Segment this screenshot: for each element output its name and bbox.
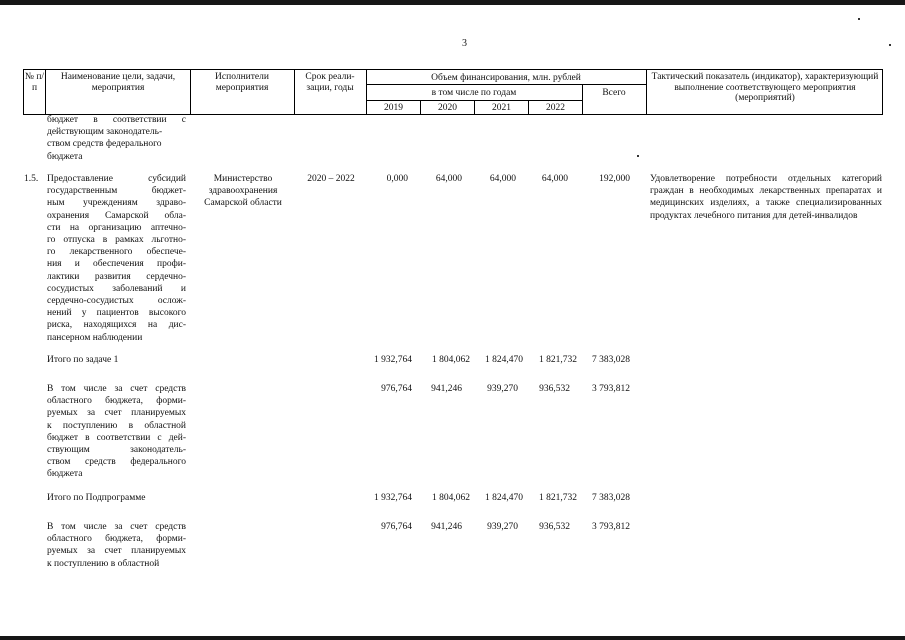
text-line: к поступлению в областной [47, 420, 186, 431]
value-2020: 941,246 [431, 384, 462, 394]
text-line: Предоставление субсидий [47, 174, 186, 184]
text-line: к поступлению в областной [47, 558, 160, 569]
total-subprogramme-label: Итого по Подпрограмме [47, 493, 146, 503]
text-line: сосудистых заболеваний и [47, 283, 186, 294]
text-line: В том числе за счет средств [47, 522, 186, 532]
text-line: охранения Самарской обла- [47, 210, 186, 221]
funding-subheader-line [366, 84, 646, 85]
text-line: ствующим законодатель- [47, 445, 186, 456]
header-funding: Объем финансирования, млн. рублей [431, 73, 581, 83]
text-line: риска, находящихся на дис- [47, 320, 186, 331]
col-divider [45, 69, 46, 115]
text-line: ным учреждениям здраво- [47, 198, 186, 209]
value-total: 3 793,812 [592, 384, 630, 394]
text-line: областного бюджета, форми- [47, 534, 186, 545]
text-line: бюджета [47, 469, 83, 480]
text-line: сти на организацию аптечно- [47, 222, 186, 233]
value-2021: 939,270 [487, 384, 518, 394]
table-right-border [882, 69, 883, 115]
text-line: ния и обеспечения профи- [47, 259, 186, 270]
value-2019: 976,764 [381, 384, 412, 394]
text-line: бюджет в соответствии с [47, 115, 186, 125]
value-2022: 1 821,732 [539, 355, 577, 365]
text-line: действующим законодатель- [47, 127, 163, 138]
scan-speck [889, 44, 891, 46]
value-2022: 936,532 [539, 384, 570, 394]
header-indicator: Тактический показатель (индикатор), характеризующий выполнение соответствующего мероприятия (мероприятий) [651, 72, 879, 103]
total-task-label: Итого по задаче 1 [47, 355, 119, 365]
row-number: 1.5. [24, 174, 39, 184]
value-2019: 1 932,764 [374, 493, 412, 503]
text-line: пансерном наблюдении [47, 332, 143, 343]
text-line: руемых за счет планируемых [47, 546, 186, 557]
value-2019: 1 932,764 [374, 355, 412, 365]
text-line: В том числе за счет средств [47, 384, 186, 394]
text-line: Удовлетворение потребности отдельных категорий [650, 174, 882, 184]
carry-over-text [47, 114, 186, 163]
value-total: 192,000 [599, 174, 630, 184]
header-funding-by-years: в том числе по годам [431, 88, 517, 98]
value-2019: 0,000 [386, 174, 408, 184]
value-total: 7 383,028 [592, 493, 630, 503]
term: 2020 – 2022 [307, 174, 355, 184]
text-line: медицинских изделиях, а также специализированных [650, 198, 882, 209]
page-number: 3 [462, 38, 467, 49]
value-total: 3 793,812 [592, 522, 630, 532]
value-2021: 1 824,470 [485, 493, 523, 503]
text-line: здравоохранения [208, 186, 278, 197]
scan-speck [637, 155, 639, 157]
value-2020: 1 804,062 [432, 355, 470, 365]
text-line: ством средств федерального [47, 139, 162, 150]
value-2022: 936,532 [539, 522, 570, 532]
text-line: Самарской области [204, 198, 282, 209]
header-executor: Исполнители мероприятия [215, 72, 269, 93]
value-2021: 1 824,470 [485, 355, 523, 365]
text-line: бюджет в соответствии с дей- [47, 432, 186, 443]
col-divider [190, 69, 191, 115]
activity-name [47, 173, 186, 344]
scan-speck [858, 18, 860, 20]
header-term: Срок реали-зации, годы [305, 72, 355, 93]
value-2020: 64,000 [435, 174, 462, 184]
text-line: граждан в необходимых лекарственных препаратах и [650, 186, 882, 197]
value-2022: 1 821,732 [539, 493, 577, 503]
header-name: Наименование цели, задачи, мероприятия [60, 72, 176, 93]
text-line: продуктах лечебного питания для детей-инвалидов [650, 210, 858, 221]
text-line: го отпуска в рамках льготно- [47, 235, 186, 246]
text-line: государственным бюджет- [47, 186, 186, 197]
indicator [650, 173, 882, 222]
value-2021: 64,000 [489, 174, 516, 184]
text-line: ством средств федерального [47, 457, 186, 468]
text-line: лактики развития сердечно- [47, 271, 186, 282]
col-divider [294, 69, 295, 115]
scan-top-border [0, 0, 905, 5]
text-line: руемых за счет планируемых [47, 408, 186, 419]
value-2019: 976,764 [381, 522, 412, 532]
value-2022: 64,000 [541, 174, 568, 184]
including-regional-budget-text [47, 383, 186, 481]
text-line: сердечно-сосудистых ослож- [47, 296, 186, 307]
col-divider [582, 84, 583, 115]
scan-bottom-border [0, 636, 905, 640]
header-number: № п/п [24, 72, 45, 93]
header-year-2020: 2020 [438, 103, 457, 113]
value-2021: 939,270 [487, 522, 518, 532]
text-line: областного бюджета, форми- [47, 396, 186, 407]
value-2020: 941,246 [431, 522, 462, 532]
header-total: Всего [602, 88, 626, 98]
including-regional-budget-text [47, 521, 186, 570]
header-year-2019: 2019 [384, 103, 403, 113]
value-2020: 1 804,062 [432, 493, 470, 503]
header-year-2021: 2021 [492, 103, 511, 113]
value-total: 7 383,028 [592, 355, 630, 365]
table-top-border [23, 69, 883, 70]
text-line: го лекарственного обеспече- [47, 247, 186, 258]
header-year-2022: 2022 [546, 103, 565, 113]
executor [194, 173, 292, 210]
text-line: нений у пациентов высокого [47, 308, 186, 319]
col-divider [646, 69, 647, 115]
text-line: бюджета [47, 151, 83, 162]
text-line: Министерство [213, 174, 273, 184]
